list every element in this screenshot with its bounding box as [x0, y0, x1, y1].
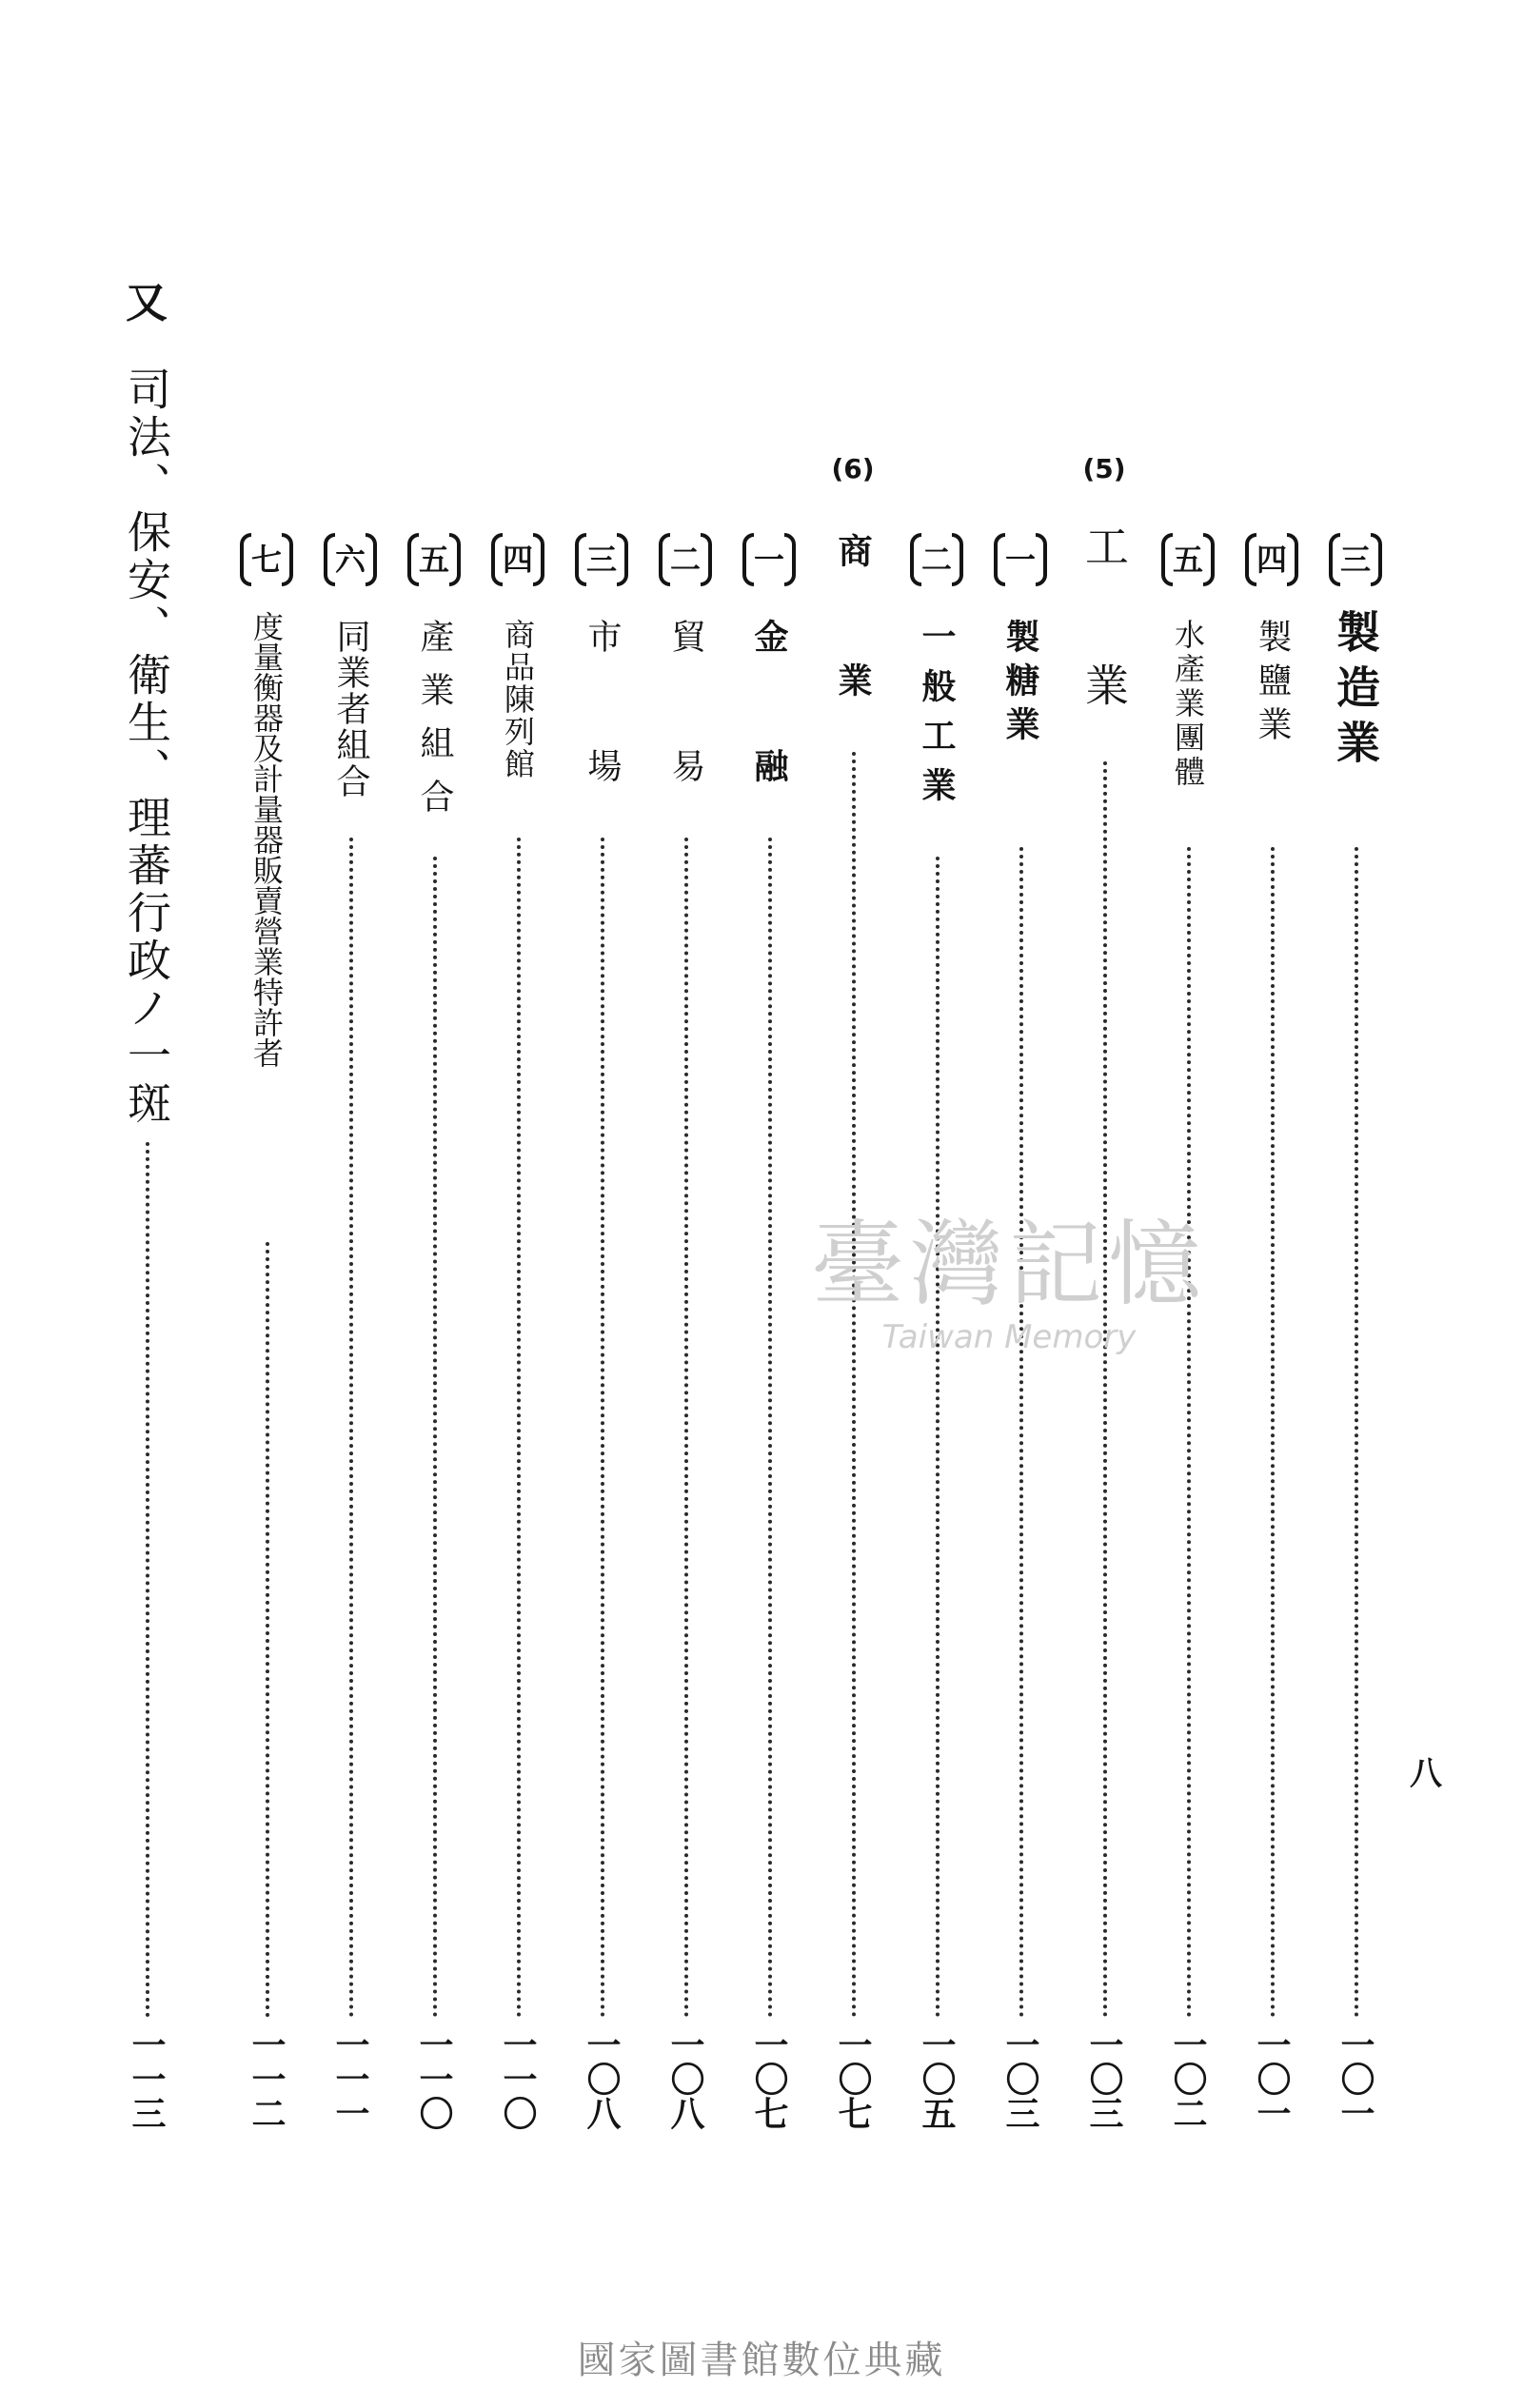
entry-label: 水產業團體: [1170, 619, 1206, 790]
entry-page: 一一〇: [414, 2027, 454, 2130]
entry-page: 一〇一: [1252, 2027, 1292, 2130]
entry-label: 工業: [1078, 523, 1130, 801]
toc-entry[interactable]: [1327, 0, 1384, 2189]
dot-leader: [349, 838, 353, 2018]
entry-label: 商業: [833, 533, 873, 792]
entry-page: 一〇八: [582, 2027, 622, 2130]
toc-title-entry[interactable]: [118, 0, 175, 2189]
toc-entry[interactable]: [657, 0, 714, 2189]
entry-label: 貿易: [666, 619, 705, 878]
entry-label: 製造業: [1330, 609, 1381, 775]
page-number: 八: [1410, 1755, 1442, 1793]
dot-leader: [1271, 847, 1275, 2018]
entry-page: 一〇七: [833, 2027, 873, 2130]
toc-entry[interactable]: [1243, 0, 1300, 2189]
entry-marker: 二: [908, 533, 965, 586]
entry-page: 一〇七: [749, 2027, 789, 2130]
entry-marker: 六: [322, 533, 379, 586]
entry-marker: 一: [741, 533, 798, 586]
dot-leader: [517, 838, 521, 2018]
entry-page: 一〇五: [917, 2027, 957, 2130]
watermark-title: 臺灣記憶: [810, 1211, 1207, 1319]
entry-marker: 一: [992, 533, 1049, 586]
entry-marker: 四: [1243, 533, 1300, 586]
dot-leader: [433, 857, 437, 2018]
entry-label: 一般工業: [917, 619, 957, 817]
dot-leader: [601, 838, 604, 2018]
entry-marker: 二: [657, 533, 714, 586]
section-number: (6): [831, 453, 875, 484]
title-page: 一一三: [127, 2027, 167, 2130]
dot-leader: [1103, 761, 1107, 2018]
toc-entry[interactable]: [1076, 0, 1133, 2189]
entry-page: 一〇一: [1335, 2027, 1375, 2130]
dot-leader: [1019, 847, 1023, 2018]
footer-attribution: 國家圖書館數位典藏: [577, 2339, 946, 2382]
entry-label: 商品陳列館: [500, 619, 536, 780]
header-marker: 又: [126, 279, 168, 327]
toc-entry[interactable]: [824, 0, 881, 2189]
entry-page: 一一一: [330, 2027, 370, 2130]
entry-label: 度量衡器及計量器販賣營業特許者: [248, 611, 285, 1068]
dot-leader: [768, 838, 772, 2018]
dot-leader: [1187, 847, 1191, 2018]
toc-entry[interactable]: [741, 0, 798, 2189]
toc-entry[interactable]: [573, 0, 630, 2189]
entry-label: 產業組合: [415, 619, 454, 832]
entry-page: 一〇八: [665, 2027, 705, 2130]
toc-entry[interactable]: [908, 0, 965, 2189]
toc-entry[interactable]: [489, 0, 546, 2189]
dot-leader: [684, 838, 688, 2018]
entry-page: 一〇三: [1084, 2027, 1124, 2130]
entry-marker: 五: [1159, 533, 1216, 586]
entry-page: 一一〇: [498, 2027, 538, 2130]
entry-marker: 七: [238, 533, 295, 586]
entry-page: 一〇二: [1168, 2027, 1208, 2130]
toc-entry[interactable]: [1159, 0, 1216, 2189]
entry-marker: 三: [1327, 533, 1384, 586]
entry-page: 一一二: [247, 2027, 287, 2130]
entry-marker: 三: [573, 533, 630, 586]
entry-label: 金融: [749, 619, 789, 878]
dot-leader: [266, 1242, 269, 2018]
entry-marker: 五: [405, 533, 463, 586]
watermark-subtitle: Taiwan Memory: [881, 1318, 1137, 1356]
title-label: 司法、保安、衛生、理蕃行政ノ一斑: [121, 366, 172, 1128]
toc-entry[interactable]: [405, 0, 463, 2189]
section-number: (5): [1082, 453, 1126, 484]
entry-label: 市場: [583, 619, 622, 878]
toc-entry[interactable]: [238, 0, 295, 2189]
entry-marker: 四: [489, 533, 546, 586]
entry-label: 製鹽業: [1253, 619, 1292, 750]
toc-entry[interactable]: [992, 0, 1049, 2189]
entry-page: 一〇三: [1000, 2027, 1040, 2130]
entry-label: 同業者組合: [331, 619, 370, 799]
entry-label: 製糖業: [1000, 619, 1040, 750]
toc-entry[interactable]: [322, 0, 379, 2189]
dot-leader: [852, 752, 856, 2018]
watermark: [752, 1190, 1266, 1356]
dot-leader: [936, 857, 940, 2018]
dot-leader: [146, 1142, 149, 2018]
dot-leader: [1355, 847, 1358, 2018]
